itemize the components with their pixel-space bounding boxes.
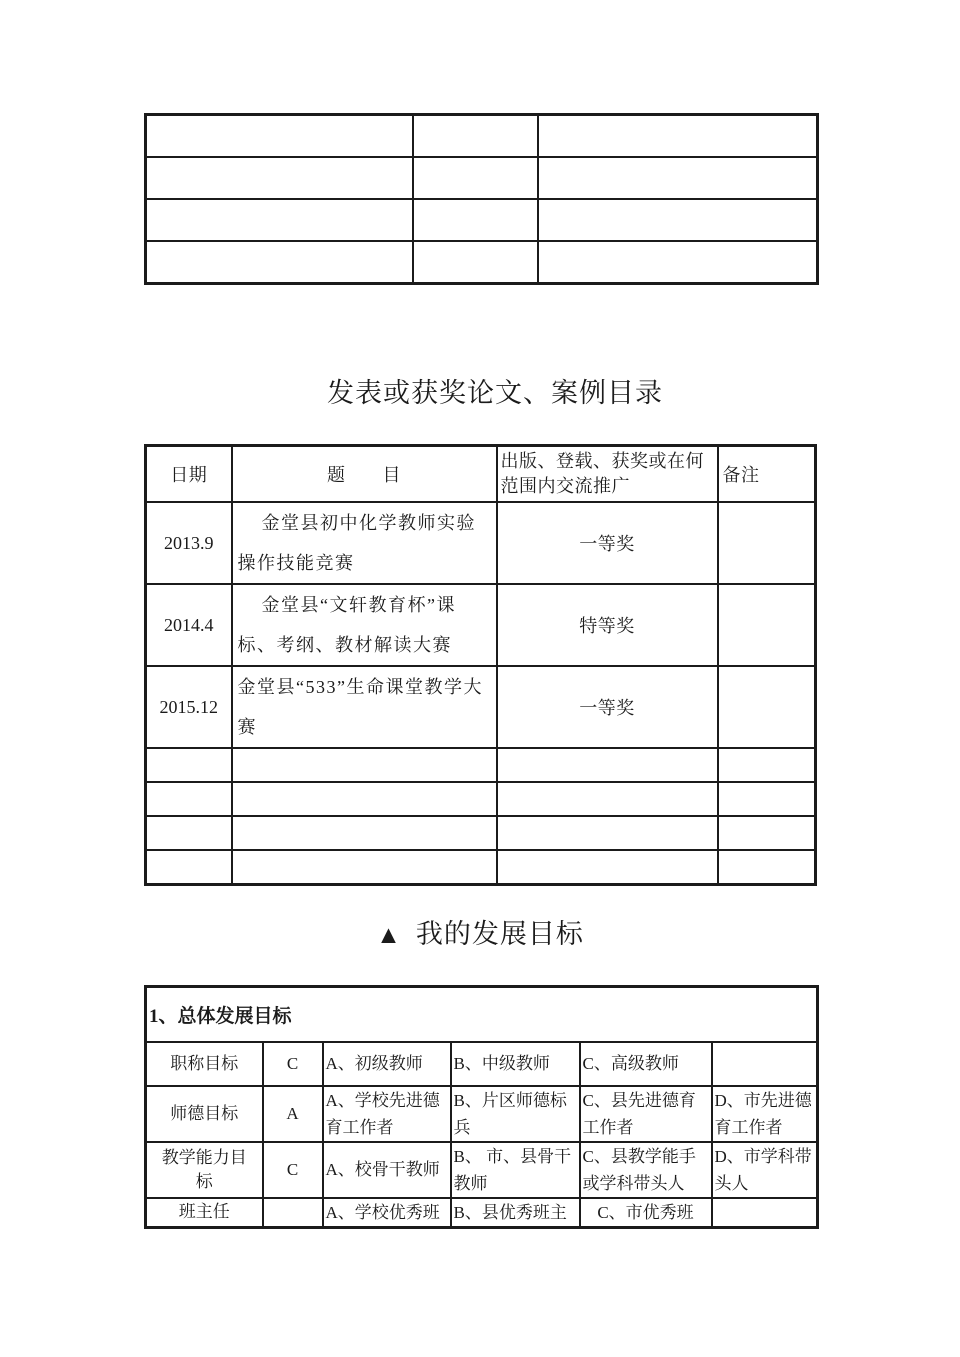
goal-option-b-cell: B、县优秀班主 [451,1198,580,1228]
table-row [146,850,816,884]
empty-cell [146,115,413,158]
empty-cell [413,115,538,158]
header-title: 题 目 [232,446,497,503]
table-row [146,1042,818,1086]
empty-cell [146,748,232,782]
award-cell: 一等奖 [497,666,718,748]
goal-option-d-cell: D、市学科带头人 [712,1142,818,1198]
triangle-marker-icon: ▲ [376,922,402,949]
note-cell [718,666,816,748]
table-row [146,816,816,850]
goal-label-cell: 教学能力目标 [146,1142,263,1198]
goal-grade-cell: C [263,1042,323,1086]
date-cell: 2015.12 [146,666,232,748]
goal-option-d-cell [712,1198,818,1228]
table-row [146,666,816,748]
table-row [146,1086,818,1142]
table-row [146,241,818,284]
header-note: 备注 [718,446,816,503]
table-row [146,584,816,666]
empty-cell [538,157,818,199]
empty-cell [232,748,497,782]
goal-option-b-cell: B、中级教师 [451,1042,580,1086]
goal-grade-cell [263,1198,323,1228]
empty-cell [718,748,816,782]
goal-option-b-cell: B、片区师德标兵 [451,1086,580,1142]
empty-cell [413,241,538,284]
empty-cell [146,241,413,284]
title-cell: 金堂县“文轩教育杯”课标、考纲、教材解读大赛 [232,584,497,666]
section-title-goals [0,912,960,951]
development-goals-table [144,985,819,1229]
goal-option-c-cell: C、县教学能手或学科带头人 [580,1142,712,1198]
papers-awards-table [144,444,817,886]
table-row [146,199,818,241]
table-row [146,1142,818,1198]
goal-label-cell: 师德目标 [146,1086,263,1142]
table-header-row [146,446,816,503]
empty-cell [146,850,232,884]
goal-option-c-cell: C、市优秀班 [580,1198,712,1228]
table-row [146,782,816,816]
empty-cell [413,199,538,241]
top-empty-table [144,113,819,285]
table-row [146,1198,818,1228]
table-row [146,115,818,158]
group-header-row [146,987,818,1042]
goal-option-a-cell: A、初级教师 [323,1042,451,1086]
title-cell: 金堂县“533”生命课堂教学大赛 [232,666,497,748]
empty-cell [497,782,718,816]
award-cell: 特等奖 [497,584,718,666]
goal-grade-cell: A [263,1086,323,1142]
empty-cell [146,816,232,850]
empty-cell [232,850,497,884]
table-row [146,748,816,782]
table-row [146,502,816,584]
note-cell [718,502,816,584]
header-date: 日期 [146,446,232,503]
section-title-goals-text: 我的发展目标 [415,919,584,949]
empty-cell [538,115,818,158]
empty-cell [497,748,718,782]
empty-cell [146,782,232,816]
goal-grade-cell: C [263,1142,323,1198]
goal-label-cell: 班主任 [146,1198,263,1228]
title-cell: 金堂县初中化学教师实验操作技能竞赛 [232,502,497,584]
goal-option-b-cell: B、 市、县骨干教师 [451,1142,580,1198]
empty-cell [718,816,816,850]
goal-label-cell: 职称目标 [146,1042,263,1086]
empty-cell [146,157,413,199]
note-cell [718,584,816,666]
goal-option-a-cell: A、学校先进德育工作者 [323,1086,451,1142]
header-scope: 出版、登载、获奖或在何范围内交流推广 [497,446,718,503]
goal-option-c-cell: C、高级教师 [580,1042,712,1086]
goal-option-c-cell: C、县先进德育工作者 [580,1086,712,1142]
empty-cell [538,199,818,241]
empty-cell [232,816,497,850]
empty-cell [718,782,816,816]
empty-cell [718,850,816,884]
empty-cell [538,241,818,284]
date-cell: 2014.4 [146,584,232,666]
award-cell: 一等奖 [497,502,718,584]
empty-cell [232,782,497,816]
section-title-papers: 发表或获奖论文、案例目录 [327,378,663,408]
table-row [146,157,818,199]
goal-option-d-cell: D、市先进德育工作者 [712,1086,818,1142]
goal-option-a-cell: A、学校优秀班 [323,1198,451,1228]
empty-cell [497,816,718,850]
empty-cell [413,157,538,199]
group-header-cell: 1、总体发展目标 [146,987,818,1042]
goal-option-a-cell: A、校骨干教师 [323,1142,451,1198]
empty-cell [146,199,413,241]
empty-cell [497,850,718,884]
goal-option-d-cell [712,1042,818,1086]
date-cell: 2013.9 [146,502,232,584]
